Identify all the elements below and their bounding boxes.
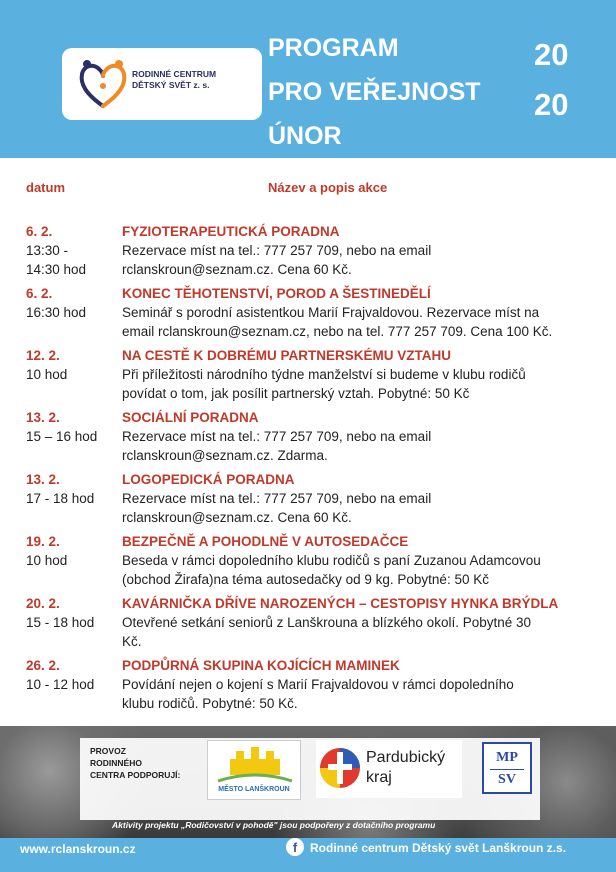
event-description: Otevřené setkání seniorů z Lanškrouna a blízkého okolí. Pobytné 30 — [122, 615, 532, 630]
pardubicky-kraj-line1: Pardubický — [366, 749, 446, 766]
event-title: FYZIOTERAPEUTICKÁ PORADNA — [122, 224, 340, 239]
castle-icon — [208, 741, 302, 787]
event-description: Rezervace míst na tel.: 777 257 709, nebo na email — [122, 429, 432, 444]
event-info — [122, 222, 600, 279]
mpsv-line2: SV — [498, 772, 516, 787]
mpsv-line1: MP — [496, 750, 518, 765]
event-date: 6. 2. — [26, 224, 53, 239]
logo-text-line1: RODINNÉ CENTRUM — [132, 69, 217, 79]
event-description: (obchod Žirafa)na téma autosedačky od 9 kg. Pobytné: 50 Kč — [122, 572, 489, 587]
project-support-note: Aktivity projektu „Rodičovství v pohodě" jsou podpořeny z dotačního programu — [112, 820, 436, 830]
event-description: Povídání nejen o kojení s Marií Frajvaldovou v rámci dopoledního — [122, 677, 514, 692]
sponsors-label-line2: RODINNÉHO — [90, 758, 142, 768]
event-date: 19. 2. — [26, 534, 60, 549]
event-time: 10 - 12 hod — [26, 677, 95, 692]
event-description: Seminář s porodní asistentkou Marií Frajvaldovou. Rezervace míst na — [122, 305, 540, 320]
logo-text-line2: DĚTSKÝ SVĚT z. s. — [132, 80, 210, 90]
event-title: KONEC TĚHOTENSTVÍ, POROD A ŠESTINEDĚLÍ — [122, 286, 431, 301]
facebook-page-link[interactable]: Rodinné centrum Dětský svět Lanškroun z.s. — [310, 841, 567, 855]
event-info — [122, 532, 600, 589]
pardubice-emblem-icon — [318, 746, 362, 790]
logo-box — [62, 48, 262, 120]
event-info — [122, 656, 600, 713]
event-description: povídat o tom, jak posílit partnerský vztah. Pobytné: 50 Kč — [122, 386, 470, 401]
event-description: Kč. — [122, 634, 142, 649]
event-description: Beseda v rámci dopoledního klubu rodičů s paní Zuzanou Adamcovou — [122, 553, 541, 568]
event-time: 16:30 hod — [26, 305, 87, 320]
event-date-cell — [26, 470, 118, 508]
event-title: PODPŮRNÁ SKUPINA KOJÍCÍCH MAMINEK — [122, 658, 400, 673]
column-header-event: Název a popis akce — [268, 180, 388, 195]
event-time: 13:30 - — [26, 243, 69, 258]
event-date: 12. 2. — [26, 348, 60, 363]
year — [534, 30, 568, 130]
event-date: 13. 2. — [26, 472, 60, 487]
event-description: rclanskroun@seznam.cz. Cena 60 Kč. — [122, 262, 352, 277]
page-title — [268, 26, 481, 158]
pardubicky-kraj-logo — [316, 740, 462, 798]
event-time: 15 – 16 hod — [26, 429, 98, 444]
event-description: Při příležitosti národního týdne manželství si budeme v klubu rodičů — [122, 367, 526, 382]
mpsv-divider — [490, 769, 524, 770]
event-date-cell — [26, 656, 118, 694]
event-description: rclanskroun@seznam.cz. Cena 60 Kč. — [122, 510, 352, 525]
event-date-cell — [26, 594, 118, 632]
event-title: BEZPEČNĚ A POHODLNĚ V AUTOSEDAČCE — [122, 534, 409, 549]
event-description: Rezervace míst na tel.: 777 257 709, nebo na email — [122, 491, 432, 506]
event-info — [122, 594, 600, 651]
year-line-1: 20 — [534, 37, 569, 72]
mesto-lanskroun-text: MĚSTO LANŠKROUN — [218, 786, 290, 793]
event-date-cell — [26, 346, 118, 384]
mesto-lanskroun-logo — [207, 740, 301, 800]
mpsv-logo — [482, 742, 532, 794]
event-title: LOGOPEDICKÁ PORADNA — [122, 472, 295, 487]
event-date-cell — [26, 284, 118, 322]
event-time: 17 - 18 hod — [26, 491, 95, 506]
event-info — [122, 470, 600, 527]
event-description: klubu rodičů. Pobytné: 50 Kč. — [122, 696, 298, 711]
event-info — [122, 284, 600, 341]
event-time: 10 hod — [26, 367, 68, 382]
sponsors-label-line3: CENTRA PODPORUJÍ: — [90, 770, 181, 780]
event-date-cell — [26, 408, 118, 446]
event-time: 14:30 hod — [26, 262, 87, 277]
event-description: rclanskroun@seznam.cz. Zdarma. — [122, 448, 328, 463]
heart-logo-icon — [76, 56, 130, 112]
event-date: 26. 2. — [26, 658, 60, 673]
facebook-icon[interactable]: f — [286, 838, 304, 856]
event-time: 15 - 18 hod — [26, 615, 95, 630]
title-line-1: PROGRAM — [268, 34, 399, 62]
event-date: 6. 2. — [26, 286, 53, 301]
event-description: Rezervace míst na tel.: 777 257 709, nebo na email — [122, 243, 432, 258]
sponsors-label — [90, 745, 180, 781]
pardubicky-kraj-text — [366, 748, 445, 788]
title-line-3: ÚNOR — [268, 122, 342, 150]
event-info — [122, 408, 600, 465]
event-title: KAVÁRNIČKA DŘÍVE NAROZENÝCH – CESTOPISY HYNKA BRÝDLA — [122, 596, 559, 611]
website-link[interactable]: www.rclanskroun.cz — [20, 842, 136, 856]
pardubicky-kraj-line2: kraj — [366, 769, 392, 786]
event-date-cell — [26, 222, 118, 279]
column-header-date: datum — [26, 180, 65, 195]
sponsors-label-line1: PROVOZ — [90, 746, 126, 756]
logo-text — [132, 69, 216, 91]
event-time: 10 hod — [26, 553, 68, 568]
title-line-2: PRO VEŘEJNOST — [268, 78, 481, 106]
event-info — [122, 346, 600, 403]
event-description: email rclanskroun@seznam.cz, nebo na tel. 777 257 709. Cena 100 Kč. — [122, 324, 553, 339]
event-date: 13. 2. — [26, 410, 60, 425]
year-line-2: 20 — [534, 87, 569, 122]
event-date-cell — [26, 532, 118, 570]
event-title: SOCIÁLNÍ PORADNA — [122, 410, 259, 425]
event-date: 20. 2. — [26, 596, 60, 611]
event-title: NA CESTĚ K DOBRÉMU PARTNERSKÉMU VZTAHU — [122, 348, 452, 363]
